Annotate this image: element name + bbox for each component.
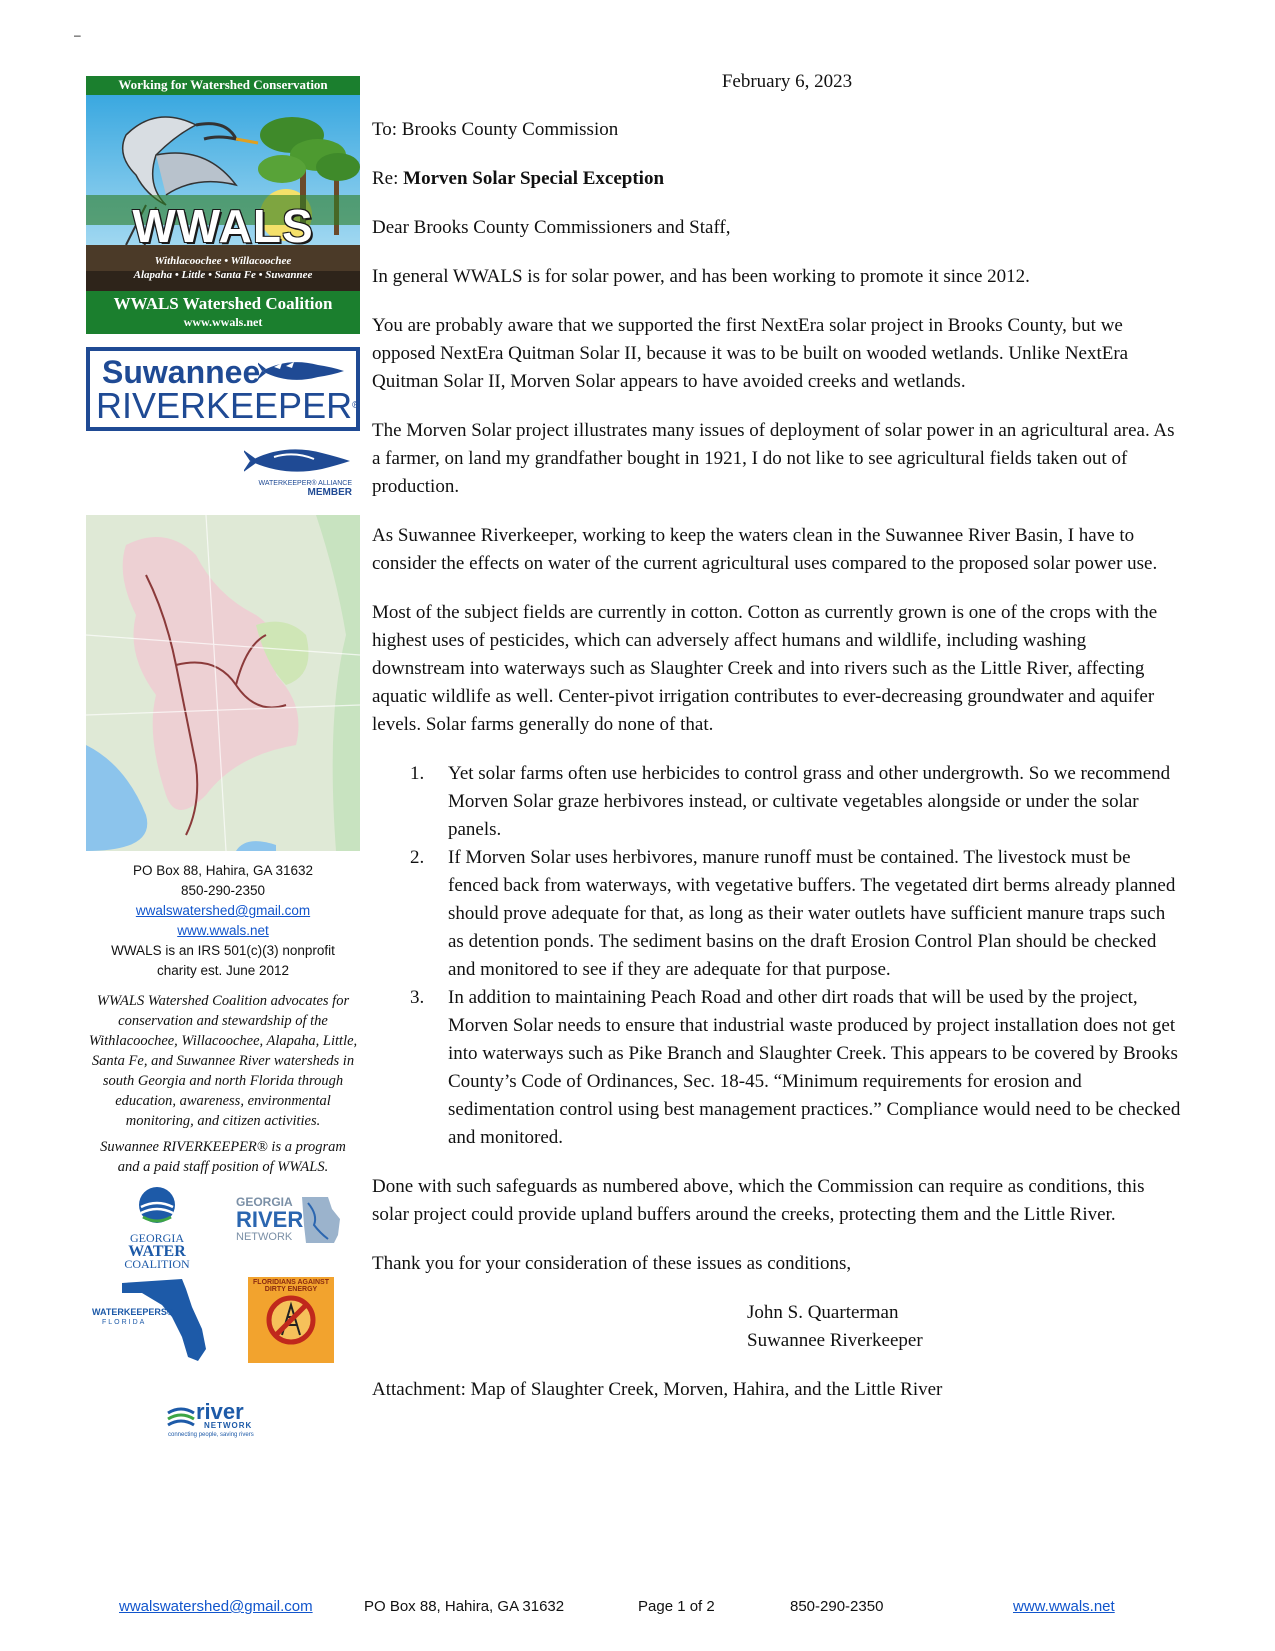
list-item-text: In addition to maintaining Peach Road and other dirt roads that will be used by the project, Morven Solar needs to ensure that industrial waste produced by project installation does not get into waterways such as Pike Branch and Slaughter Creek. This appears to be covered by Brooks County’s Code of Ordinances, Sec. 18-45. “Minimum requirements for erosion and sedimentation control using best management practices.” Compliance would need to be checked and monitored. [448, 987, 1181, 1148]
letter-subject [372, 165, 1182, 193]
contact-website-link[interactable]: www.wwals.net [177, 923, 269, 938]
list-item [372, 844, 1182, 984]
river-network-logo [166, 1399, 286, 1445]
contact-phone: 850-290-2350 [180, 883, 266, 898]
page-marker: – [74, 28, 81, 42]
list-item [372, 760, 1182, 844]
georgia-state-icon [298, 1195, 342, 1245]
waterkeepers-florida-logo [92, 1277, 212, 1367]
signature-block [372, 1299, 1182, 1355]
wwals-logo-tagline: Working for Watershed Conservation [118, 77, 328, 92]
riverkeeper-logo [86, 347, 360, 431]
rn-line3: connecting people, saving rivers [168, 1432, 254, 1438]
rn-line1: river [196, 1399, 244, 1424]
letter-date: February 6, 2023 [721, 71, 853, 92]
wkfl-line2: FLORIDA [102, 1319, 147, 1326]
list-item-number: 2. [410, 847, 425, 868]
grn-line1: GEORGIA [236, 1195, 293, 1209]
letter-closing: Thank you for your consideration of these issues as conditions, [372, 1253, 852, 1274]
wwals-logo-rivers-line1: Withlacoochee • Willacoochee [154, 255, 292, 267]
rn-line2: NETWORK [204, 1421, 253, 1430]
letter-closing-paragraph: Done with such safeguards as numbered above, which the Commission can require as conditions, this solar project could provide upland buffers around the creeks, protecting them and the Little River. [372, 1176, 1145, 1225]
wwals-logo-url: www.wwals.net [183, 315, 263, 329]
footer-phone: 850-290-2350 [790, 1598, 884, 1615]
letter-subject-title: Morven Solar Special Exception [403, 168, 665, 189]
riverkeeper-logo-line2 [96, 387, 359, 425]
page-footer [0, 1598, 1275, 1622]
list-item-text: If Morven Solar uses herbivores, manure runoff must be contained. The livestock must be fenced back from waterways, with vegetative buffers. The vegetated dirt berms already planned should prove adequate for that, as long as their water outlets have sufficient manure traps such as detention ponds. The sediment basins on the draft Erosion Control Plan should be checked and monitored to see if they are adequate for that purpose. [448, 847, 1176, 980]
adef-text: FLORIDIANS AGAINST DIRTY ENERGY [253, 1279, 329, 1293]
floridians-against-dirty-energy-logo [248, 1277, 334, 1363]
georgia-river-network-logo [236, 1195, 346, 1255]
watershed-map-icon [86, 515, 360, 851]
letter-paragraph: The Morven Solar project illustrates many issues of deployment of solar power in an agricultural area. As a farmer, on land my grandfather bought in 1921, I do not like to see agricultural fields taken out of production. [372, 420, 1175, 497]
georgia-water-coalition-logo [112, 1185, 202, 1271]
mission-statement: WWALS Watershed Coalition advocates for conservation and stewardship of the Withlacoochee, Willacoochee, Alapaha, Little, Santa Fe, and Suwannee River watersheds in south Georgia and north Florida through education, awareness, environmental monitoring, and citizen activities. [88, 993, 358, 1129]
footer-email-link[interactable]: wwalswatershed@gmail.com [119, 1598, 313, 1615]
letter-subject-prefix: Re: [372, 168, 404, 189]
riverkeeper-program-note: Suwannee RIVERKEEPER® is a program and a paid staff position of WWALS. [100, 1139, 346, 1175]
letter-paragraph: In general WWALS is for solar power, and has been working to promote it since 2012. [372, 266, 1030, 287]
waterkeeper-alliance-member: MEMBER [307, 487, 352, 498]
letter-recipient: To: Brooks County Commission [372, 119, 619, 140]
letter-paragraph: You are probably aware that we supported the first NextEra solar project in Brooks County, but we opposed NextEra Quitman Solar II, because it was to be built on wooded wetlands. Unlike NextEra Quitman Solar II, Morven Solar appears to have avoided creeks and wetlands. [372, 315, 1129, 392]
footer-page-number: Page 1 of 2 [638, 1598, 715, 1615]
wwals-logo-org-name: WWALS Watershed Coalition [113, 294, 333, 313]
gwc-line1: GEORGIA [130, 1231, 184, 1245]
footer-website-link[interactable]: www.wwals.net [1013, 1598, 1115, 1615]
letter-paragraph: Most of the subject fields are currently in cotton. Cotton as currently grown is one of the crops with the highest uses of pesticides, which can adversely affect humans and wildlife, including washing downstream into waterways such as Slaughter Creek and into rivers such as the Little River, affecting aquatic wildlife as well. Center-pivot irrigation contributes to ever-decreasing groundwater and aquifer levels. Solar farms generally do none of that. [372, 602, 1158, 735]
waterkeeper-alliance-badge [86, 443, 360, 503]
gwc-line2: WATER [128, 1243, 186, 1260]
waterkeeper-alliance-text [259, 479, 352, 497]
riverkeeper-logo-word: RIVERKEEPER [96, 385, 353, 426]
contact-address: PO Box 88, Hahira, GA 31632 [132, 863, 314, 878]
list-item [372, 984, 1182, 1152]
contact-email-link[interactable]: wwalswatershed@gmail.com [135, 903, 311, 918]
letter-body [372, 68, 1182, 1425]
wkfl-line1: WATERKEEPERS® [92, 1307, 174, 1317]
nonprofit-line2: charity est. June 2012 [156, 963, 290, 978]
riverkeeper-logo-reg: ® [352, 400, 360, 411]
letter-salutation: Dear Brooks County Commissioners and Staff, [372, 217, 731, 238]
no-oil-rig-icon [266, 1295, 316, 1345]
river-waves-icon [166, 1405, 196, 1431]
nonprofit-line1: WWALS is an IRS 501(c)(3) nonprofit [111, 943, 335, 958]
partner-logos [86, 1185, 360, 1455]
recommendation-list [372, 760, 1182, 1152]
grn-line3: NETWORK [236, 1231, 293, 1243]
list-item-text: Yet solar farms often use herbicides to control grass and other undergrowth. So we recommend Morven Solar graze herbivores instead, or cultivate vegetables alongside or under the solar panels. [448, 763, 1171, 840]
riverkeeper-logo-line1: Suwannee [102, 354, 261, 390]
contact-block [86, 861, 360, 981]
letter-attachment: Attachment: Map of Slaughter Creek, Morven, Hahira, and the Little River [372, 1379, 943, 1400]
footer-address: PO Box 88, Hahira, GA 31632 [364, 1598, 565, 1615]
letter-paragraph: As Suwannee Riverkeeper, working to keep the waters clean in the Suwannee River Basin, I have to consider the effects on water of the current agricultural uses compared to the proposed solar power use. [372, 525, 1158, 574]
wwals-logo [86, 76, 360, 334]
signature-title: Suwannee Riverkeeper [747, 1330, 923, 1351]
gwc-line3: COALITION [124, 1257, 190, 1271]
watershed-map [86, 515, 360, 851]
fish-icon [258, 357, 348, 385]
grn-line2: RIVER [236, 1207, 304, 1232]
waterkeeper-alliance-line: WATERKEEPER® ALLIANCE [258, 480, 352, 487]
list-item-number: 1. [410, 763, 425, 784]
wwals-logo-rivers [86, 254, 360, 282]
water-drop-icon [137, 1185, 177, 1225]
waterkeeper-fish-icon [244, 443, 354, 477]
wwals-logo-rivers-line2: Alapaha • Little • Santa Fe • Suwannee [133, 269, 313, 281]
sidebar [86, 76, 360, 1455]
signature-name: John S. Quarterman [747, 1302, 899, 1323]
list-item-number: 3. [410, 987, 425, 1008]
wwals-logo-name: WWALS [132, 200, 314, 252]
